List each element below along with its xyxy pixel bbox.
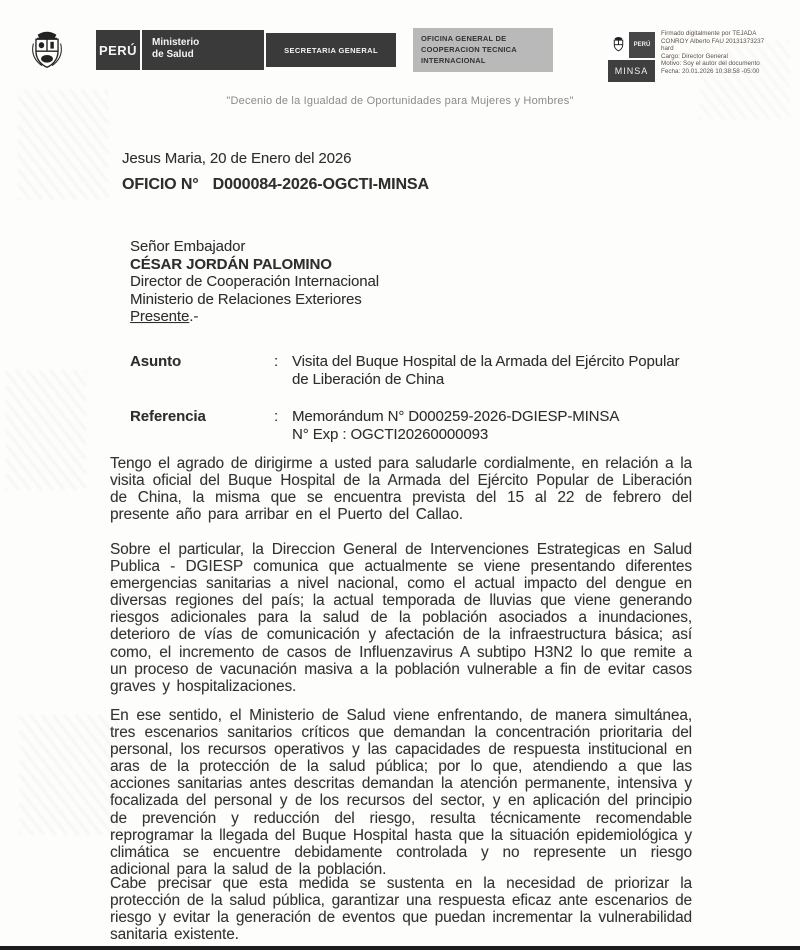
referencia-label: Referencia [130,408,206,425]
addressee-title: Director de Cooperación Internacional [130,273,379,290]
addressee-institution: Ministerio de Relaciones Exteriores [130,290,362,308]
stamp-minsa-label: MINSA [614,66,649,76]
oficina-line2: COOPERACION TECNICA [421,45,517,54]
peru-coat-of-arms-icon [30,28,64,81]
digital-signature-stamp [608,30,792,84]
scan-artifact [6,370,86,490]
referencia-row [130,408,692,444]
stamp-peru-label: PERÚ [633,42,651,48]
date-line: Jesus Maria, 20 de Enero del 2026 [122,150,352,167]
oficio-label: OFICIO N° [122,176,199,193]
stamp-peru-box [629,32,655,58]
body-paragraph-2: Sobre el particular, la Direccion General de Intervenciones Estrategicas en Salud Publica - DGIESP comunica que actualmente se viene presentando diferentes emergencias sanitarias a nivel nacional, como el actual impacto del dengue en diversas regiones del país; la actual temporada de lluvias que viene generando riesgos adicionales para la salud de la población asociados a inundaciones, deterioro de vías de comunicación y afectación de la infraestructura básica; así como, el incremento de casos de Influenzavirus A subtipo H3N2 lo que remite a un proceso de vacunación masiva a la población vulnerable a fin de evitar casos graves y hospitalizaciones. [110,541,692,695]
signature-line: Firmado digitalmente por TEJADA [661,30,757,37]
body-paragraph-3: En ese sentido, el Ministerio de Salud viene enfrentando, de manera simultánea, tres escenarios sanitarios críticos que demandan la concentración prioritaria del personal, los recursos operativos y las capacidades de respuesta institucional en aras de la protección de la salud pública; por lo que, atendiendo a que las acciones sanitarias antes descritas demandan la atención permanente, intensiva y focalizada del personal y de los recursos del sector, y en aplicación del principio de prevención y reducción del riesgo, resulta técnicamente recomendable reprogramar la llegada del Buque Hospital hasta que la situación epidemiológica y climática se encuentre debidamente controlada y no represente un riesgo adicional para la salud de la población. [110,707,692,878]
header-oficina-box [413,28,553,72]
header-ministry-box [142,30,264,70]
signature-line: hard [661,45,674,53]
asunto-row [130,353,692,389]
signature-line: Fecha: 20.01.2026 10:38:58 -05:00 [661,67,760,75]
header-secretaria-box [266,33,396,67]
peru-label: PERÚ [98,42,138,58]
referencia-line2: N° Exp : OGCTI20260000093 [292,426,489,443]
header-peru-box [96,30,140,70]
oficio-number-line [122,176,429,194]
signature-line: Motivo: Soy el autor del documento [661,60,760,68]
decenio-slogan: "Decenio de la Igualdad de Oportunidades para Mujeres y Hombres" [226,95,574,107]
referencia-line1: Memorándum N° D000259-2026-DGIESP-MINSA [292,408,620,425]
asunto-text: Visita del Buque Hospital de la Armada del Ejército Popular de Liberación de China [292,353,680,388]
addressee-name: CÉSAR JORDÁN PALOMINO [130,255,332,273]
referencia-text [292,408,692,444]
secretaria-label: SECRETARIA GENERAL [284,45,378,55]
page-scan-edge [0,946,800,950]
peru-coat-of-arms-icon [608,32,628,58]
oficio-number: D000084-2026-OGCTI-MINSA [212,176,429,193]
addressee-salutation: Señor Embajador [130,238,246,255]
oficina-line1: OFICINA GENERAL DE [421,34,507,43]
addressee-block [130,238,379,326]
ministry-line2: de Salud [152,49,194,60]
signature-details [661,30,791,76]
signature-line: CONROY Alberto FAU 20131373237 [661,37,765,45]
asunto-label: Asunto [130,353,182,370]
ministry-line1: Ministerio [152,37,200,48]
oficina-line3: INTERNACIONAL [421,56,486,65]
addressee-presente: Presente.- [130,308,199,325]
asunto-colon: : [274,353,279,370]
referencia-colon: : [274,408,279,425]
stamp-minsa-box [608,60,655,82]
scan-artifact [20,715,120,835]
body-paragraph-4: Cabe precisar que esta medida se sustenta en la necesidad de priorizar la protección de la salud pública, garantizar una respuesta eficaz ante escenarios de riesgo y evitar la generación de eventos que puedan incrementar la vulnerabilidad sanitaria existente. [110,875,692,944]
signature-line: Cargo: Director General [661,52,728,60]
body-paragraph-1: Tengo el agrado de dirigirme a usted para saludarle cordialmente, en relación a la visita oficial del Buque Hospital de la Armada del Ejército Popular de Liberación de China, la misma que se encuentra prevista del 15 al 22 de febrero del presente año para arribar en el Puerto del Callao. [110,455,692,524]
